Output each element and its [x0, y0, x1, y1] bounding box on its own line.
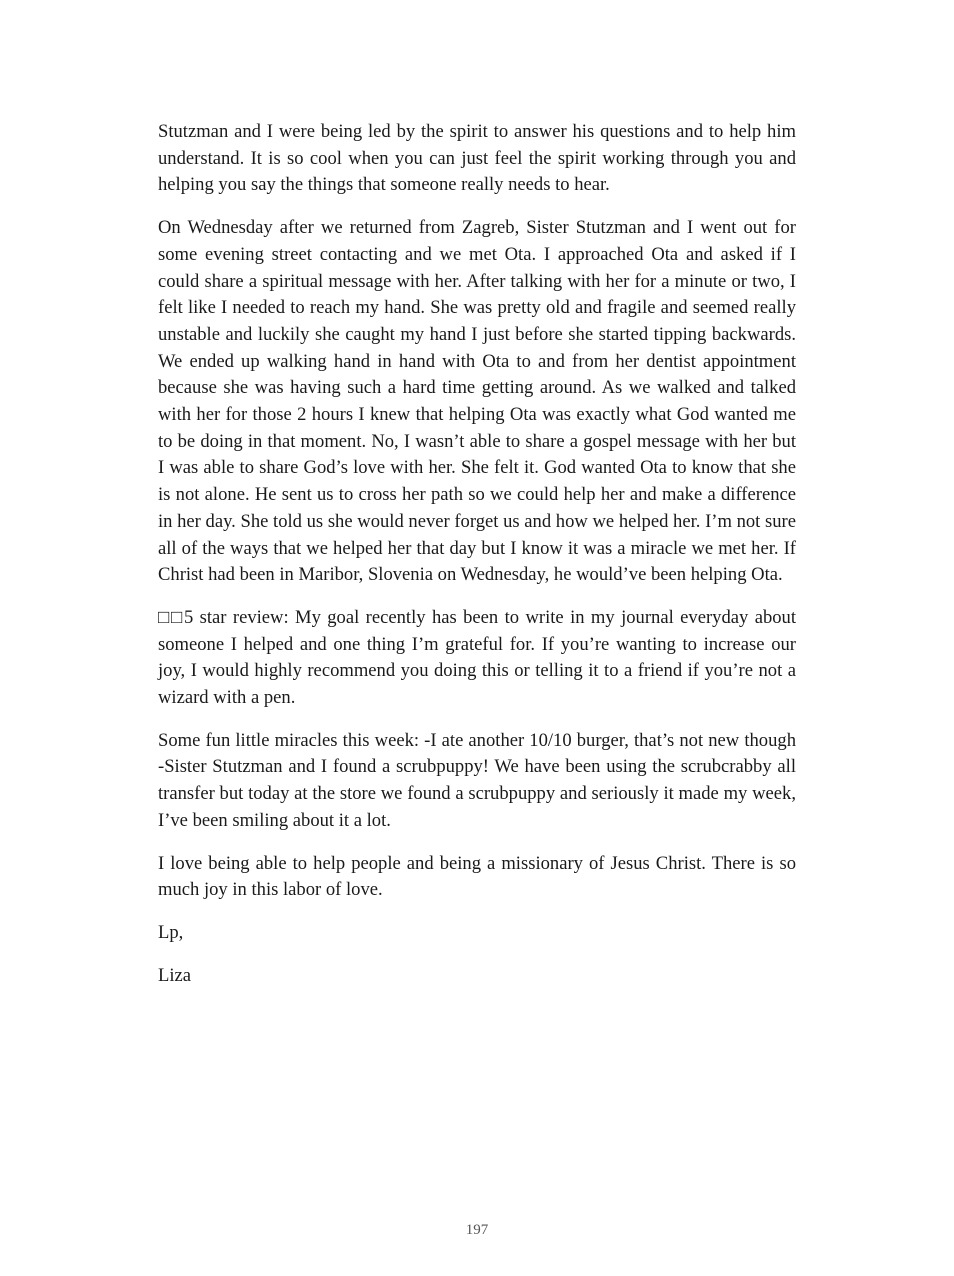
paragraph-meeting-ota: On Wednesday after we returned from Zagreb, Sister Stutzman and I went out for some evening street contacting and we met Ota. I approached Ota and asked if I could share a spiritual message with her. After talking with her for a minute or two, I felt like I needed to reach my hand. She was pretty old and fragile and seemed really unstable and luckily she caught my hand I just before she started tipping backwards. We ended up walking hand in hand with Ota to and from her dentist appointment because she was having such a hard time getting around. As we walked and talked with her for those 2 hours I knew that helping Ota was exactly what God wanted me to be doing in that moment. No, I wasn’t able to share a gospel message with her but I was able to share God’s love with her. She felt it. God wanted Ota to know that she is not alone. He sent us to cross her path so we could help her and make a difference in her day. She told us she would never forget us and how we helped her. I’m not sure all of the ways that we helped her that day but I know it was a miracle we met her. If Christ had been in Maribor, Slovenia on Wednesday, he would’ve been helping Ota. [158, 217, 796, 586]
paragraph-missionary-joy: I love being able to help people and being a missionary of Jesus Christ. There is so much joy in this labor of love. [158, 852, 796, 901]
paragraph-stutzman-spirit: Stutzman and I were being led by the spirit to answer his questions and to help him understand. It is so cool when you can just feel the spirit working through you and helping you say the things that someone really needs to hear. [158, 121, 796, 196]
page-number: 197 [465, 1222, 489, 1238]
page-body [158, 119, 796, 1005]
paragraph-little-miracles: Some fun little miracles this week: -I ate another 10/10 burger, that’s not new though -Sister Stutzman and I found a scrubpuppy! We have been using the scrubcrabby all transfer but today at the store we found a scrubpuppy and seriously it made my week, I’ve been smiling about it a lot. [158, 729, 796, 831]
signature-name: Liza [158, 964, 192, 986]
closing-salutation: Lp, [158, 921, 184, 943]
paragraph-star-review: □□5 star review: My goal recently has been to write in my journal everyday about someone I helped and one thing I’m grateful for. If you’re wanting to increase our joy, I would highly recommend you doing this or telling it to a friend if you’re not a wizard with a pen. [158, 606, 796, 709]
